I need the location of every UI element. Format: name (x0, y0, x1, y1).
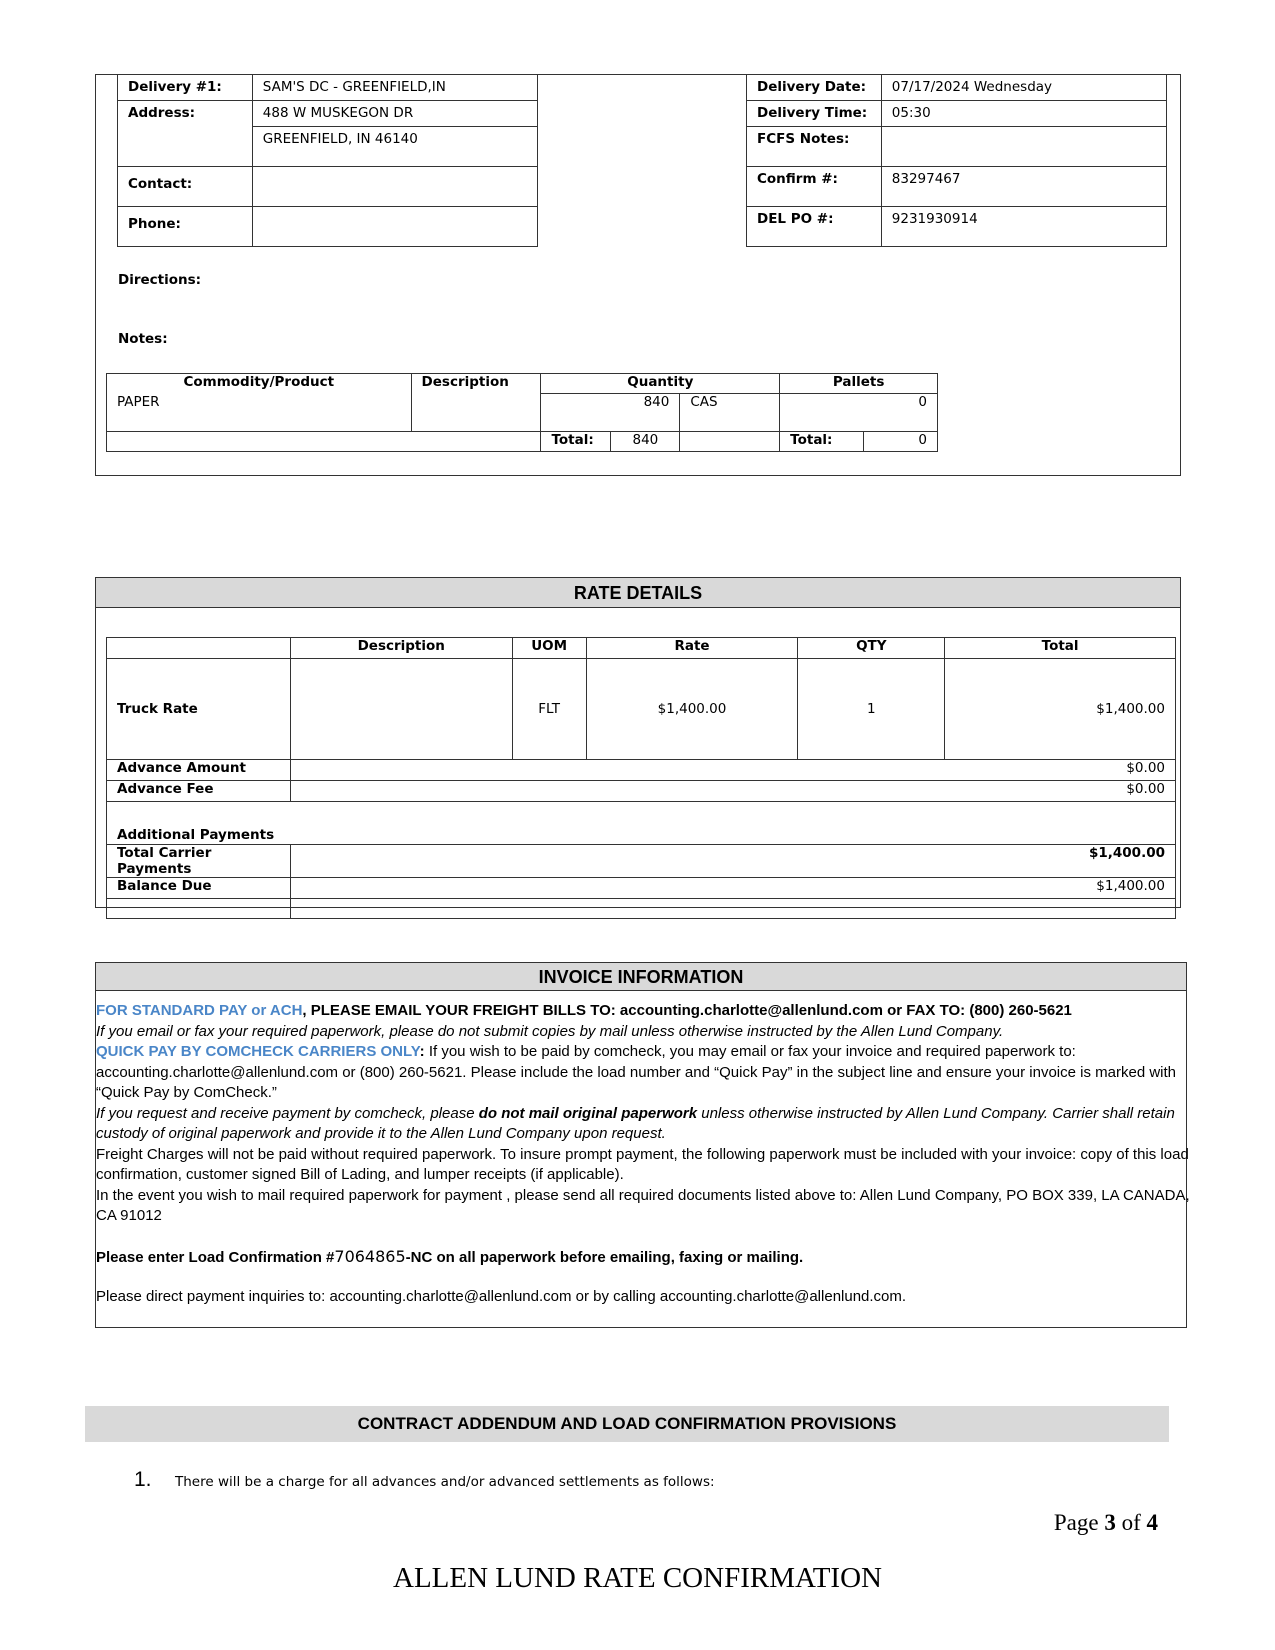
delivery-address-table (117, 74, 538, 247)
commodity-quantity-header: Quantity (541, 374, 780, 394)
advance-fee-label: Advance Fee (107, 781, 291, 802)
truck-rate-qty: 1 (798, 659, 945, 760)
address-line2: GREENFIELD, IN 46140 (252, 127, 537, 167)
del-po-label: DEL PO #: (747, 207, 882, 247)
rate-table (106, 637, 1176, 919)
rate-uom-header: UOM (512, 638, 586, 659)
quick-pay-paragraph: QUICK PAY BY COMCHECK CARRIERS ONLY: If you wish to be paid by comcheck, you may email or fax your invoice and required paperwork to: accounting.charlotte@allenlund.com or (800) 260-5621. Please include the load number and “Quick Pay” in the subject line and ensure your invoice is marked with “Quick Pay by ComCheck.” (96, 1043, 1176, 1101)
rate-qty-header: QTY (798, 638, 945, 659)
advance-fee-value: $0.00 (290, 781, 1175, 802)
pallets-total-value: 0 (864, 432, 938, 452)
delivery-label: Delivery #1: (118, 75, 253, 101)
commodity-description-header: Description (411, 374, 541, 394)
payment-inquiries: Please direct payment inquiries to: accounting.charlotte@allenlund.com or by calling accounting.charlotte@allenlund.com. (96, 1288, 907, 1305)
fcfs-notes-label: FCFS Notes: (747, 127, 882, 167)
commodity-product-header: Commodity/Product (107, 374, 412, 394)
quick-pay-note: If you request and receive payment by comcheck, please do not mail original paperwork unless otherwise instructed by Allen Lund Company. Carrier shall retain custody of original paperwork and provide it to the Allen Lund Company upon request. (96, 1104, 1175, 1142)
delivery-time-value: 05:30 (881, 101, 1166, 127)
commodity-product: PAPER (107, 394, 412, 432)
delivery-time-label: Delivery Time: (747, 101, 882, 127)
commodity-quantity: 840 (541, 394, 680, 432)
address-label: Address: (118, 101, 253, 127)
quantity-total-label: Total: (541, 432, 611, 452)
commodity-description (411, 394, 541, 432)
confirm-label: Confirm #: (747, 167, 882, 207)
phone-label: Phone: (118, 207, 253, 247)
invoice-body (96, 1001, 1196, 1308)
phone-value (252, 207, 537, 247)
document-title: ALLEN LUND RATE CONFIRMATION (393, 1562, 882, 1594)
total-carrier-label: Total Carrier Payments (107, 845, 291, 878)
commodity-unit: CAS (680, 394, 780, 432)
confirm-value: 83297467 (881, 167, 1166, 207)
page-number: Page 3 of 4 (1053, 1510, 1158, 1535)
delivery-value: SAM'S DC - GREENFIELD,IN (252, 75, 537, 101)
rate-total-header: Total (945, 638, 1176, 659)
commodity-table (106, 373, 938, 452)
address-line1: 488 W MUSKEGON DR (252, 101, 537, 127)
notes-label: Notes: (118, 331, 168, 347)
commodity-pallets: 0 (780, 394, 938, 432)
rate-rate-header: Rate (586, 638, 798, 659)
directions-label: Directions: (118, 272, 202, 288)
invoice-title: INVOICE INFORMATION (96, 963, 1186, 991)
truck-rate-rate: $1,400.00 (586, 659, 798, 760)
truck-rate-uom: FLT (512, 659, 586, 760)
standard-pay-paragraph: FOR STANDARD PAY or ACH, PLEASE EMAIL YOUR FREIGHT BILLS TO: accounting.charlotte@allenlund.com or FAX TO: (800) 260-5621 (96, 1002, 1072, 1019)
contract-title: CONTRACT ADDENDUM AND LOAD CONFIRMATION PROVISIONS (85, 1406, 1169, 1442)
load-confirmation-instruction: Please enter Load Confirmation #7064865-NC on all paperwork before emailing, faxing or mailing. (96, 1246, 804, 1266)
additional-payments-label: Additional Payments (107, 802, 1176, 845)
delivery-schedule-table (746, 74, 1167, 247)
delivery-date-value: 07/17/2024 Wednesday (881, 75, 1166, 101)
balance-due-label: Balance Due (107, 878, 291, 899)
total-carrier-value: $1,400.00 (290, 845, 1175, 878)
pallets-total-label: Total: (780, 432, 864, 452)
rate-description-header: Description (290, 638, 512, 659)
standard-pay-note: If you email or fax your required paperwork, please do not submit copies by mail unless otherwise instructed by the Allen Lund Company. (96, 1022, 1004, 1040)
truck-rate-total: $1,400.00 (945, 659, 1176, 760)
advance-amount-value: $0.00 (290, 760, 1175, 781)
commodity-pallets-header: Pallets (780, 374, 938, 394)
mail-paperwork-paragraph: In the event you wish to mail required paperwork for payment , please send all required documents listed above to: Allen Lund Company, PO BOX 339, LA CANADA, CA 91012 (96, 1186, 1190, 1224)
advance-amount-label: Advance Amount (107, 760, 291, 781)
quantity-total-value: 840 (611, 432, 680, 452)
balance-due-value: $1,400.00 (290, 878, 1175, 899)
contact-label: Contact: (118, 167, 253, 207)
rate-details-title: RATE DETAILS (96, 578, 1180, 608)
contract-item-text: There will be a charge for all advances and/or advanced settlements as follows: (175, 1474, 715, 1490)
fcfs-notes-value (881, 127, 1166, 167)
truck-rate-description (290, 659, 512, 760)
del-po-value: 9231930914 (881, 207, 1166, 247)
truck-rate-label: Truck Rate (107, 659, 291, 760)
contact-value (252, 167, 537, 207)
load-confirmation-number: 7064865 (334, 1246, 406, 1266)
delivery-date-label: Delivery Date: (747, 75, 882, 101)
contract-item-number: 1. (134, 1468, 152, 1491)
freight-charges-paragraph: Freight Charges will not be paid without required paperwork. To insure prompt payment, the following paperwork must be included with your invoice: copy of this load confirmation, customer signed Bill of Lading, and lumper receipts (if applicable). (96, 1145, 1189, 1183)
